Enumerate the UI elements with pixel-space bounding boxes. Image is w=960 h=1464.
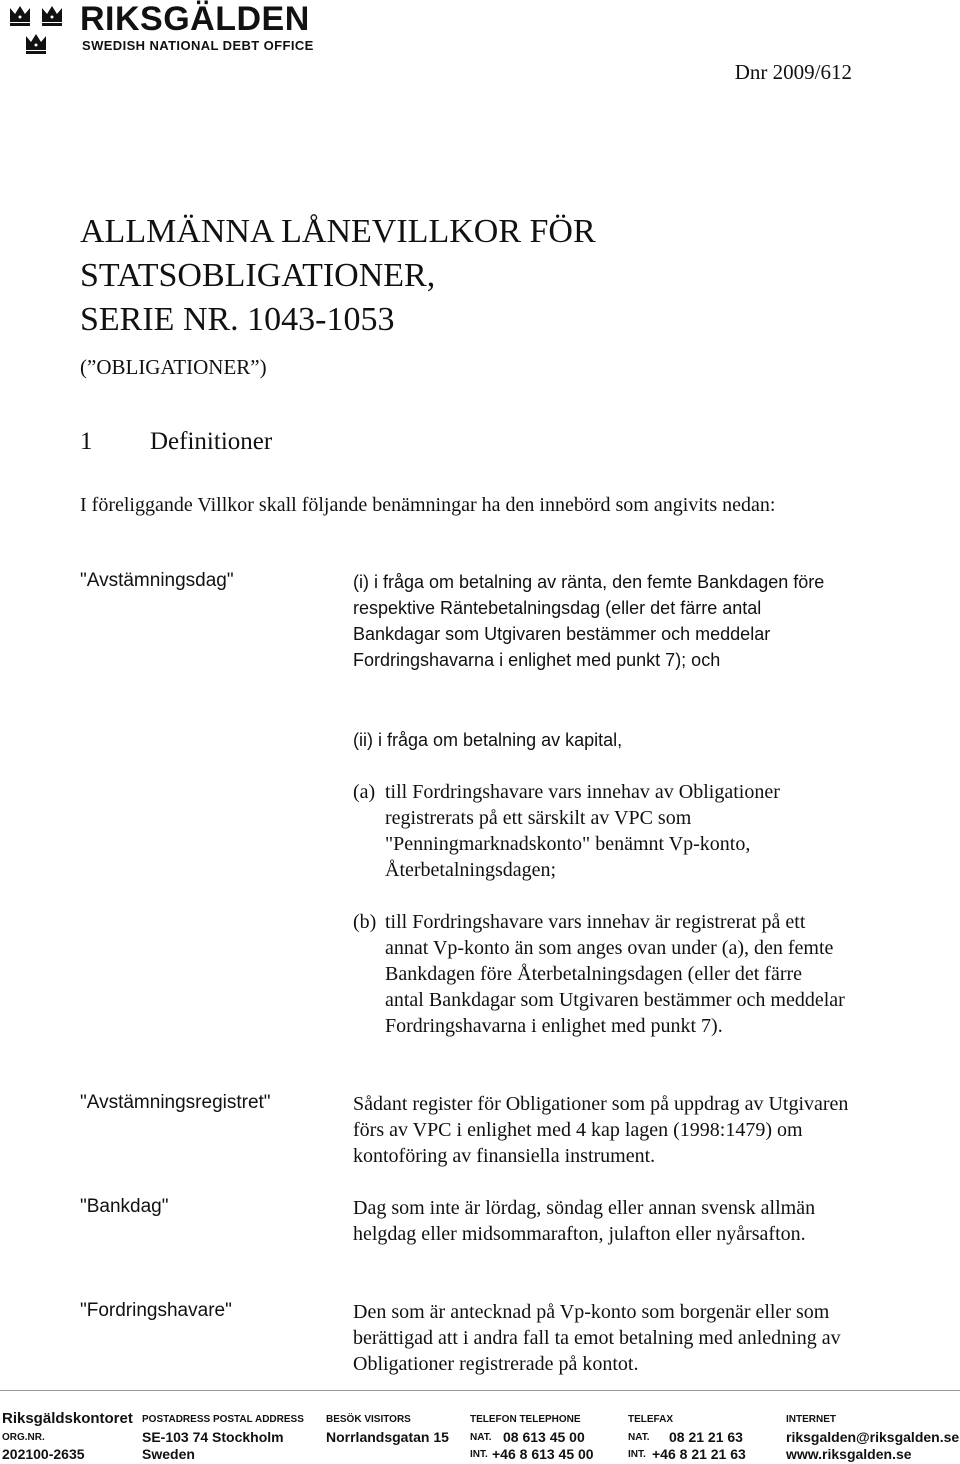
sub-item-label: (a) <box>353 781 376 803</box>
document-title-line-1: ALLMÄNNA LÅNEVILLKOR FÖR <box>80 213 596 250</box>
footer-divider <box>0 1390 960 1391</box>
footer-fax-nat-label: NAT. <box>628 1432 650 1443</box>
footer-phone-nat-label: NAT. <box>470 1432 492 1443</box>
footer-org-number: 202100-2635 <box>2 1446 85 1462</box>
footer-phone-nat: 08 613 45 00 <box>503 1429 585 1445</box>
intro-paragraph: I föreliggande Villkor skall följande benämningar ha den innebörd som angivits nedan: <box>80 494 776 516</box>
footer-postal-line-1: SE-103 74 Stockholm <box>142 1429 284 1445</box>
definition-term-avstamningsdag: "Avstämningsdag" <box>80 570 234 591</box>
definition-part-ii: (ii) i fråga om betalning av kapital, <box>353 730 623 750</box>
definition-text-fordringshavare: Den som är antecknad på Vp-konto som borgenär eller som berättigad att i andra fall ta emot betalning med anledning av Obligationer registrerade på kontot. <box>353 1301 841 1375</box>
footer-website-link[interactable]: www.riksgalden.se <box>786 1446 912 1462</box>
definition-text-avstamningsregistret: Sådant register för Obligationer som på uppdrag av Utgivaren förs av VPC i enlighet med 4 kap lagen (1998:1479) om kontoföring av finansiella instrument. <box>353 1093 849 1167</box>
footer-fax-heading: TELEFAX <box>628 1414 674 1425</box>
footer-phone-int-label: INT. <box>470 1449 488 1460</box>
footer-fax-int-label: INT. <box>628 1449 646 1460</box>
document-title-line-3: SERIE NR. 1043-1053 <box>80 301 395 338</box>
sub-item-text: till Fordringshavare vars innehav av Obligationer registrerats på ett särskilt av VPC som "Penningmarknadskonto" benämnt Vp-konto, Återbetalningsdagen; <box>385 781 780 881</box>
footer-internet-heading: INTERNET <box>786 1414 836 1425</box>
document-title-line-2: STATSOBLIGATIONER, <box>80 257 436 294</box>
definition-sub-item-a <box>353 779 843 889</box>
logo-subtitle: SWEDISH NATIONAL DEBT OFFICE <box>82 38 314 53</box>
footer-postal-line-2: Sweden <box>142 1446 195 1462</box>
definition-term-avstamningsregistret: "Avstämningsregistret" <box>80 1092 271 1113</box>
section-title: Definitioner <box>150 428 273 455</box>
document-subtitle: (”OBLIGATIONER”) <box>80 355 267 379</box>
definition-sub-item-b <box>353 909 843 1069</box>
definition-text-bankdag: Dag som inte är lördag, söndag eller annan svensk allmän helgdag eller midsommarafton, julafton eller nyårsafton. <box>353 1197 816 1245</box>
document-number: Dnr 2009/612 <box>734 60 852 84</box>
footer-visit-heading: BESÖK VISITORS <box>326 1414 411 1425</box>
definition-term-fordringshavare: "Fordringshavare" <box>80 1300 232 1321</box>
section-number: 1 <box>80 428 93 455</box>
definition-part-i: (i) i fråga om betalning av ränta, den femte Bankdagen före respektive Räntebetalningsdag (eller det färre antal Bankdagar som Utgivaren bestämmer och meddelar Fordringshavarna i enlighet med punkt 7); och <box>353 572 825 670</box>
footer-visit-address: Norrlandsgatan 15 <box>326 1429 449 1445</box>
footer-phone-int: +46 8 613 45 00 <box>492 1446 594 1462</box>
footer-postal-heading: POSTADRESS POSTAL ADDRESS <box>142 1414 304 1425</box>
footer-office-name: Riksgäldskontoret <box>2 1410 133 1427</box>
crowns-logo-icon <box>8 4 72 60</box>
sub-item-text: till Fordringshavare vars innehav är registrerat på ett annat Vp-konto än som anges ovan under (a), den femte Bankdagen före Återbetalningsdagen (eller det färre antal Bankdagar som Utgivaren bestämmer och meddelar Fordringshavarna i enlighet med punkt 7). <box>385 911 845 1037</box>
footer-org-label: ORG.NR. <box>2 1432 45 1443</box>
logo-wordmark: RIKSGÄLDEN <box>80 0 310 38</box>
footer-phone-heading: TELEFON TELEPHONE <box>470 1414 581 1425</box>
footer-fax-nat: 08 21 21 63 <box>669 1429 743 1445</box>
footer-fax-int: +46 8 21 21 63 <box>652 1446 746 1462</box>
definition-term-bankdag: "Bankdag" <box>80 1196 169 1217</box>
sub-item-label: (b) <box>353 911 377 933</box>
footer-email-link[interactable]: riksgalden@riksgalden.se <box>786 1429 960 1445</box>
